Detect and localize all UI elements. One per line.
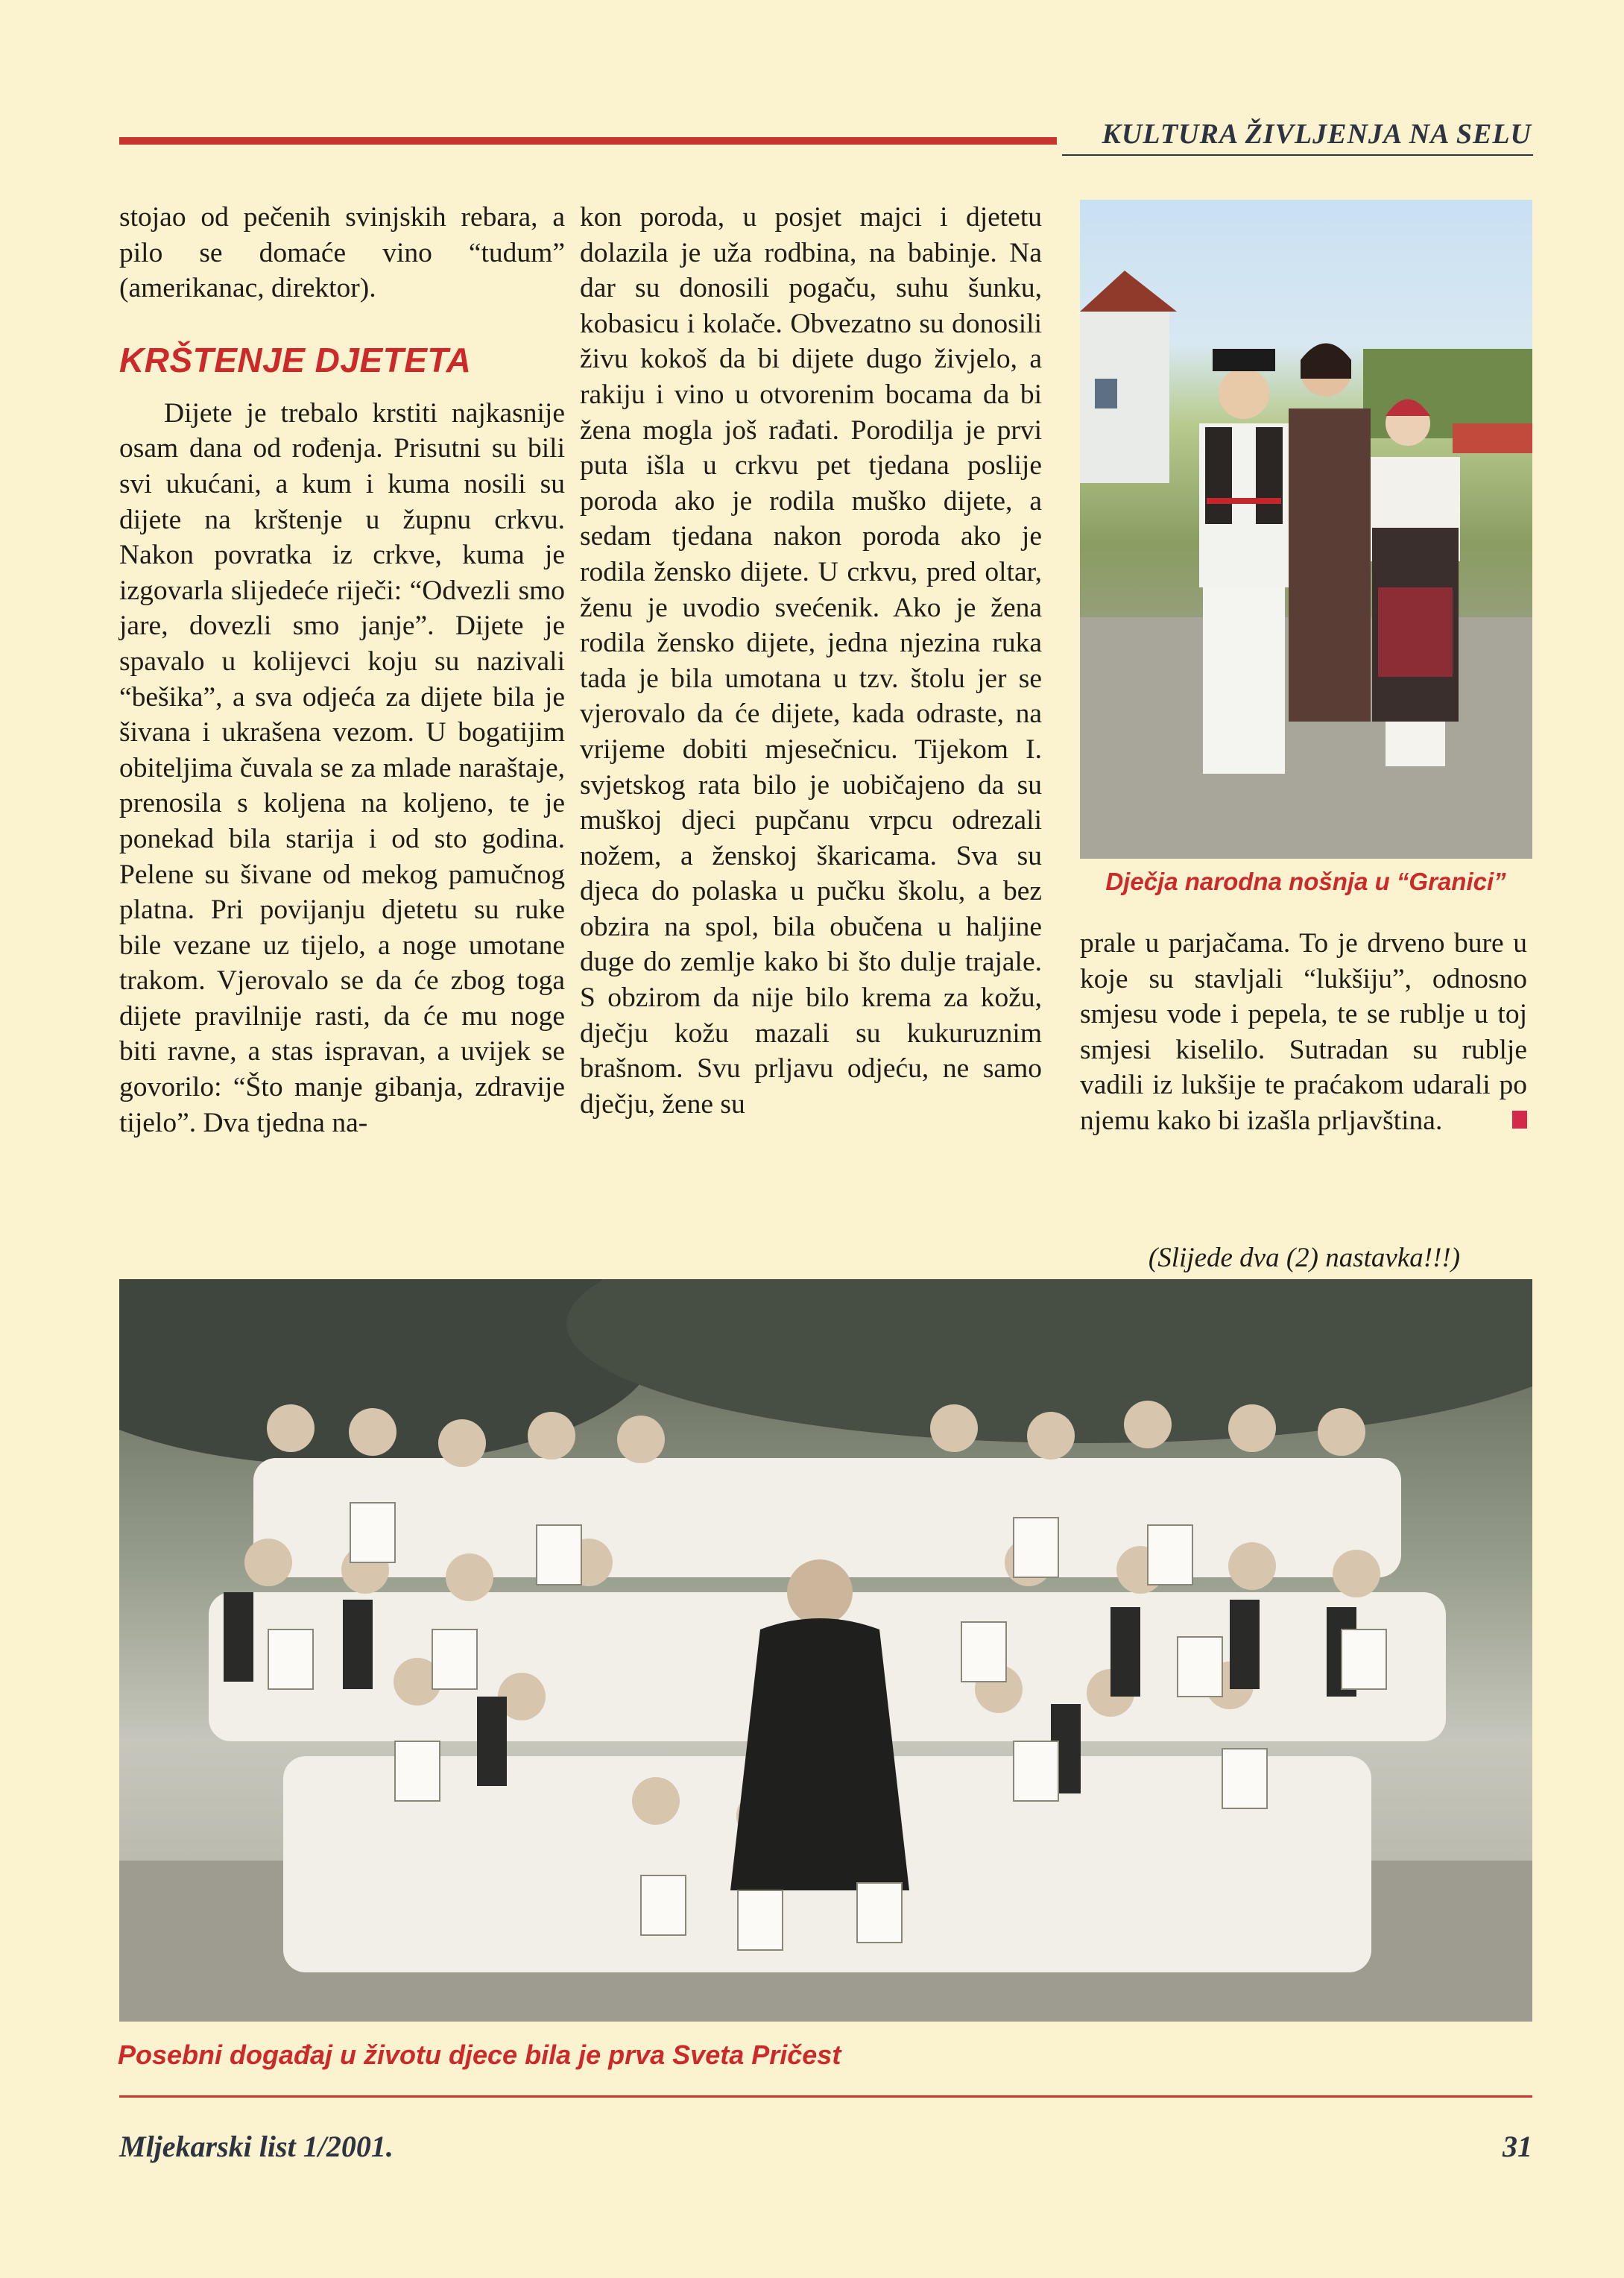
header-rule [1062, 154, 1533, 156]
footer-publication: Mljekarski list 1/2001. [119, 2130, 394, 2163]
text-column-3 [1080, 926, 1527, 1139]
section-heading: KRŠTENJE DJETETA [119, 340, 472, 379]
col3-body-text: prale u parjačama. To je drveno bure u koje su stavljali “lukšiju”, odnosno smjesu vode i pepela, te se rublje u toj smjesi kiselilo. Sutradan su rublje vadili iz lukšije te praćakom udarali po njemu kako bi izašla prljavština. [1080, 928, 1527, 1136]
footer-rule [119, 2095, 1532, 2098]
photo-bottom-caption: Posebni događaj u životu djece bila je prva Sveta Pričest [118, 2039, 841, 2070]
photo-top-caption: Dječja narodna nošnja u “Granici” [1105, 868, 1506, 895]
text-column-1 [119, 200, 565, 1140]
photo-folk-costume-illustration [1080, 200, 1532, 859]
photo-children-folk-costume [1080, 200, 1532, 859]
photo-communion-illustration [119, 1279, 1532, 2022]
col1-body-paragraph: Dijete je trebalo krstiti najkasnije osam dana od rođenja. Prisutni su bili svi ukućani, a kum i kuma nosili su dijete na krštenje u župnu crkvu. Nakon povratka iz crkve, kuma je izgovarla slijedeće riječi: “Odvezli smo jare, dovezli smo janje”. Dijete je spavalo u kolijevci koju su nazivali “bešika”, a sva odjeća za dijete bila je šivana i ukrašena vezom. U bogatijim obiteljima čuvala se za mlade naraštaje, prenosila s koljena na koljeno, te je ponekad bila starija i od sto godina. Pelene su šivane od mekog pamučnog platna. Pri povijanju djetetu su ruke bile vezane uz tijelo, a noge umotane trakom. Vjerovalo se da će zbog toga dijete pravilnije rasti, da će mu noge biti ravne, a stas ispravan, a uvijek se govorilo: “Što manje gibanja, zdravije tijelo”. Dva tjedna na- [119, 397, 565, 1138]
col1-intro-paragraph: stojao od pečenih svinjskih rebara, a pilo se domaće vino “tudum” (amerikanac, direktor). [119, 202, 565, 304]
continuation-note: (Slijede dva (2) nastavka!!!) [1148, 1243, 1461, 1273]
col2-body-paragraph: kon poroda, u posjet majci i djetetu dolazila je uža rodbina, na babinje. Na dar su donosili pogaču, suhu šunku, kobasicu i kolače. Obvezatno su donosili živu kokoš da bi dijete dugo živjelo, a rakiju i vino u otvorenim bocama da bi žena mogla još rađati. Porodilja je prvi puta išla u crkvu pet tjedana poslije poroda ako je rodila muško dijete, a sedam tjedana nakon poroda ako je rodila žensko dijete. U crkvu, pred oltar, ženu je uvodio svećenik. Ako je žena rodila žensko dijete, jedna njezina ruka tada je bila umotana u tzv. štolu jer se vjerovalo da će dijete, kada odraste, na vrijeme dobiti mjesečnicu. Tijekom I. svjetskog rata bilo je uobičajeno da su muškoj djeci pupčanu vrpcu odrezali nožem, a ženskoj škaricama. Sva su djeca do polaska u pučku školu, a bez obzira na spol, bila obučena u haljine duge do zemlje kako bi što dulje trajale. S obzirom da nije bilo krema za kožu, dječju kožu mazali su kukuruznim brašnom. Svu prljavu odjeću, ne samo dječju, žene su [580, 202, 1042, 1120]
page-number: 31 [1503, 2130, 1532, 2163]
article-end-mark [1512, 1111, 1527, 1129]
photo-first-communion-group [119, 1279, 1532, 2022]
col3-body-paragraph [1080, 926, 1527, 1139]
header-red-line [119, 137, 1057, 145]
text-column-2 [580, 200, 1042, 1122]
header-section-title: KULTURA ŽIVLJENJA NA SELU [1102, 119, 1532, 150]
